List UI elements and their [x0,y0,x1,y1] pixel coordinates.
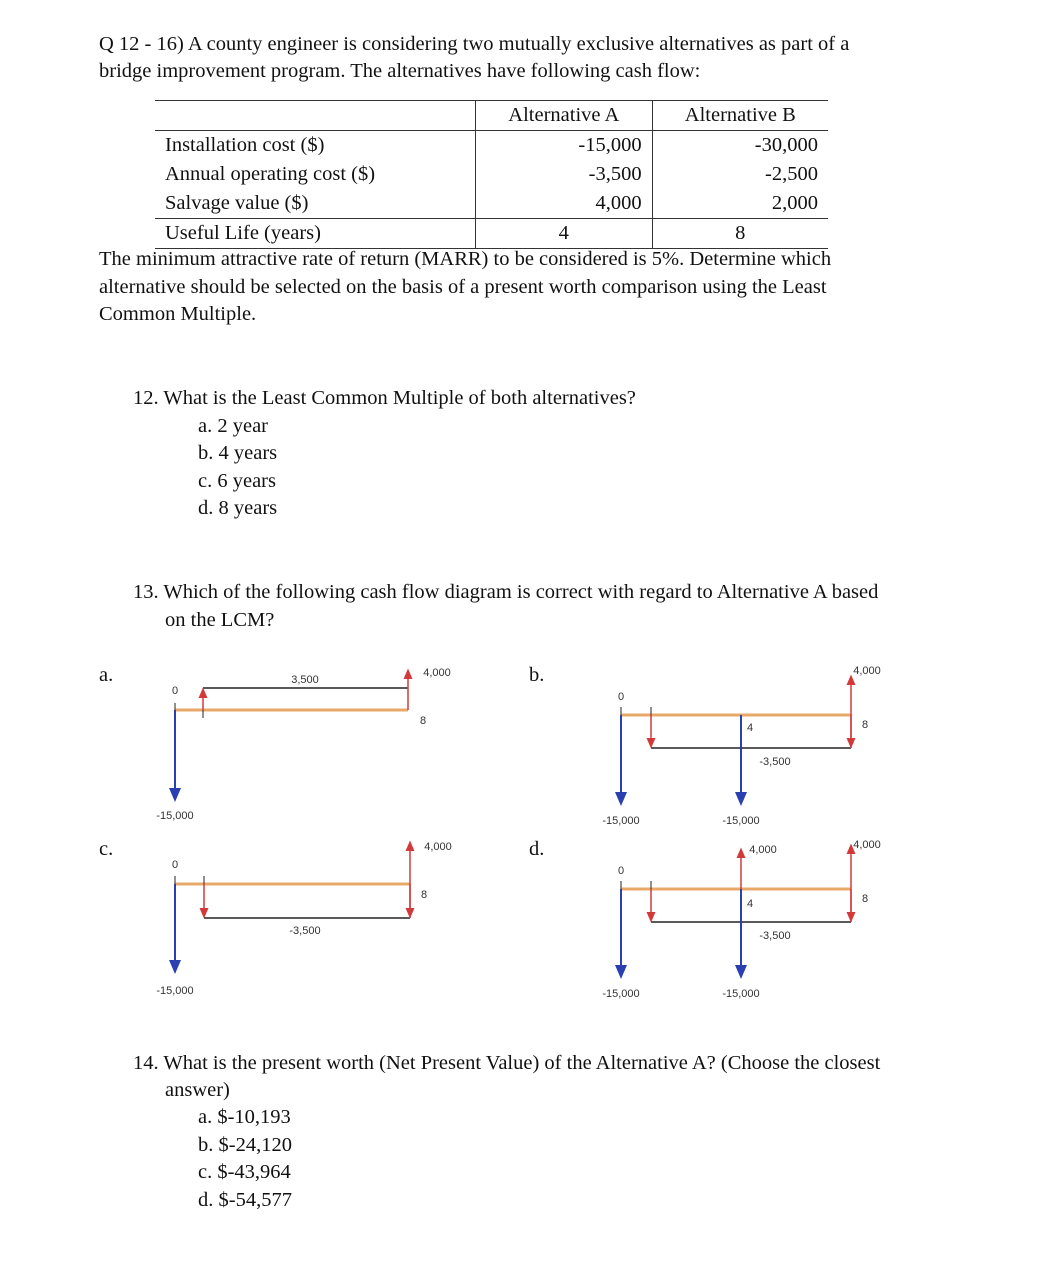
q14-question: answer) [165,1079,230,1101]
svg-text:-15,000: -15,000 [602,815,640,827]
table-row: Installation cost ($) -15,000 -30,000 [155,131,828,161]
svg-text:3,500: 3,500 [291,674,319,686]
q13-question: 13. Which of the following cash flow diagram is correct with regard to Alternative A based [133,581,879,603]
q14-option-d: d. $-54,577 [198,1189,292,1211]
svg-text:4,000: 4,000 [424,841,452,853]
svg-text:8: 8 [861,893,869,905]
table-row: Salvage value ($) 4,000 2,000 [155,189,828,219]
svg-text:-3,500: -3,500 [759,756,791,768]
q14-option-c: c. $-43,964 [198,1161,291,1183]
svg-text:-3,500: -3,500 [759,930,791,942]
svg-text:-15,000: -15,000 [722,988,760,1000]
svg-text:0: 0 [617,691,625,703]
diagram-a-letter: a. [99,664,114,686]
q13-question: on the LCM? [165,609,275,631]
diagram-d-letter: d. [529,838,545,860]
svg-text:8: 8 [861,719,869,731]
intro-line: bridge improvement program. The alternatives have following cash flow: [99,60,701,82]
q12-option-d: d. 8 years [198,497,278,519]
q12-option-b: b. 4 years [198,442,278,464]
svg-text:8: 8 [420,889,428,901]
svg-text:-15,000: -15,000 [602,988,640,1000]
q14-option-b: b. $-24,120 [198,1134,292,1156]
svg-text:-15,000: -15,000 [156,985,194,997]
diagram-c [156,841,451,997]
diagram-c-letter: c. [99,838,114,860]
q14-option-a: a. $-10,193 [198,1106,291,1128]
svg-text:0: 0 [171,685,179,697]
marr-line: The minimum attractive rate of return (MARR) to be considered is 5%. Determine which [99,248,832,270]
marr-line: alternative should be selected on the basis of a present worth comparison using the Least [99,276,827,298]
svg-text:0: 0 [171,859,179,871]
svg-text:8: 8 [419,715,427,727]
diagram-b [602,665,880,827]
svg-text:4,000: 4,000 [853,665,881,677]
table-row: Annual operating cost ($) -3,500 -2,500 [155,160,828,189]
svg-text:-3,500: -3,500 [289,925,321,937]
intro-line: Q 12 - 16) A county engineer is considering two mutually exclusive alternatives as part of a [99,33,850,55]
diagram-d [602,839,880,1000]
svg-text:-15,000: -15,000 [156,810,194,822]
svg-text:4,000: 4,000 [853,839,881,851]
svg-text:4,000: 4,000 [749,844,777,856]
q12-option-c: c. 6 years [198,470,276,492]
table-row: Useful Life (years) 4 8 [155,219,828,249]
svg-text:0: 0 [617,865,625,877]
svg-text:-15,000: -15,000 [722,815,760,827]
header-alt-b: Alternative B [652,101,828,131]
svg-text:4: 4 [746,722,754,734]
diagram-a [156,667,450,822]
marr-line: Common Multiple. [99,303,257,325]
svg-text:4,000: 4,000 [423,667,451,679]
q12-option-a: a. 2 year [198,415,268,437]
svg-text:4: 4 [746,898,754,910]
diagram-b-letter: b. [529,664,545,686]
q14-question: 14. What is the present worth (Net Present Value) of the Alternative A? (Choose the closest [133,1052,881,1074]
q12-question: 12. What is the Least Common Multiple of both alternatives? [133,387,636,409]
header-alt-a: Alternative A [476,101,653,131]
